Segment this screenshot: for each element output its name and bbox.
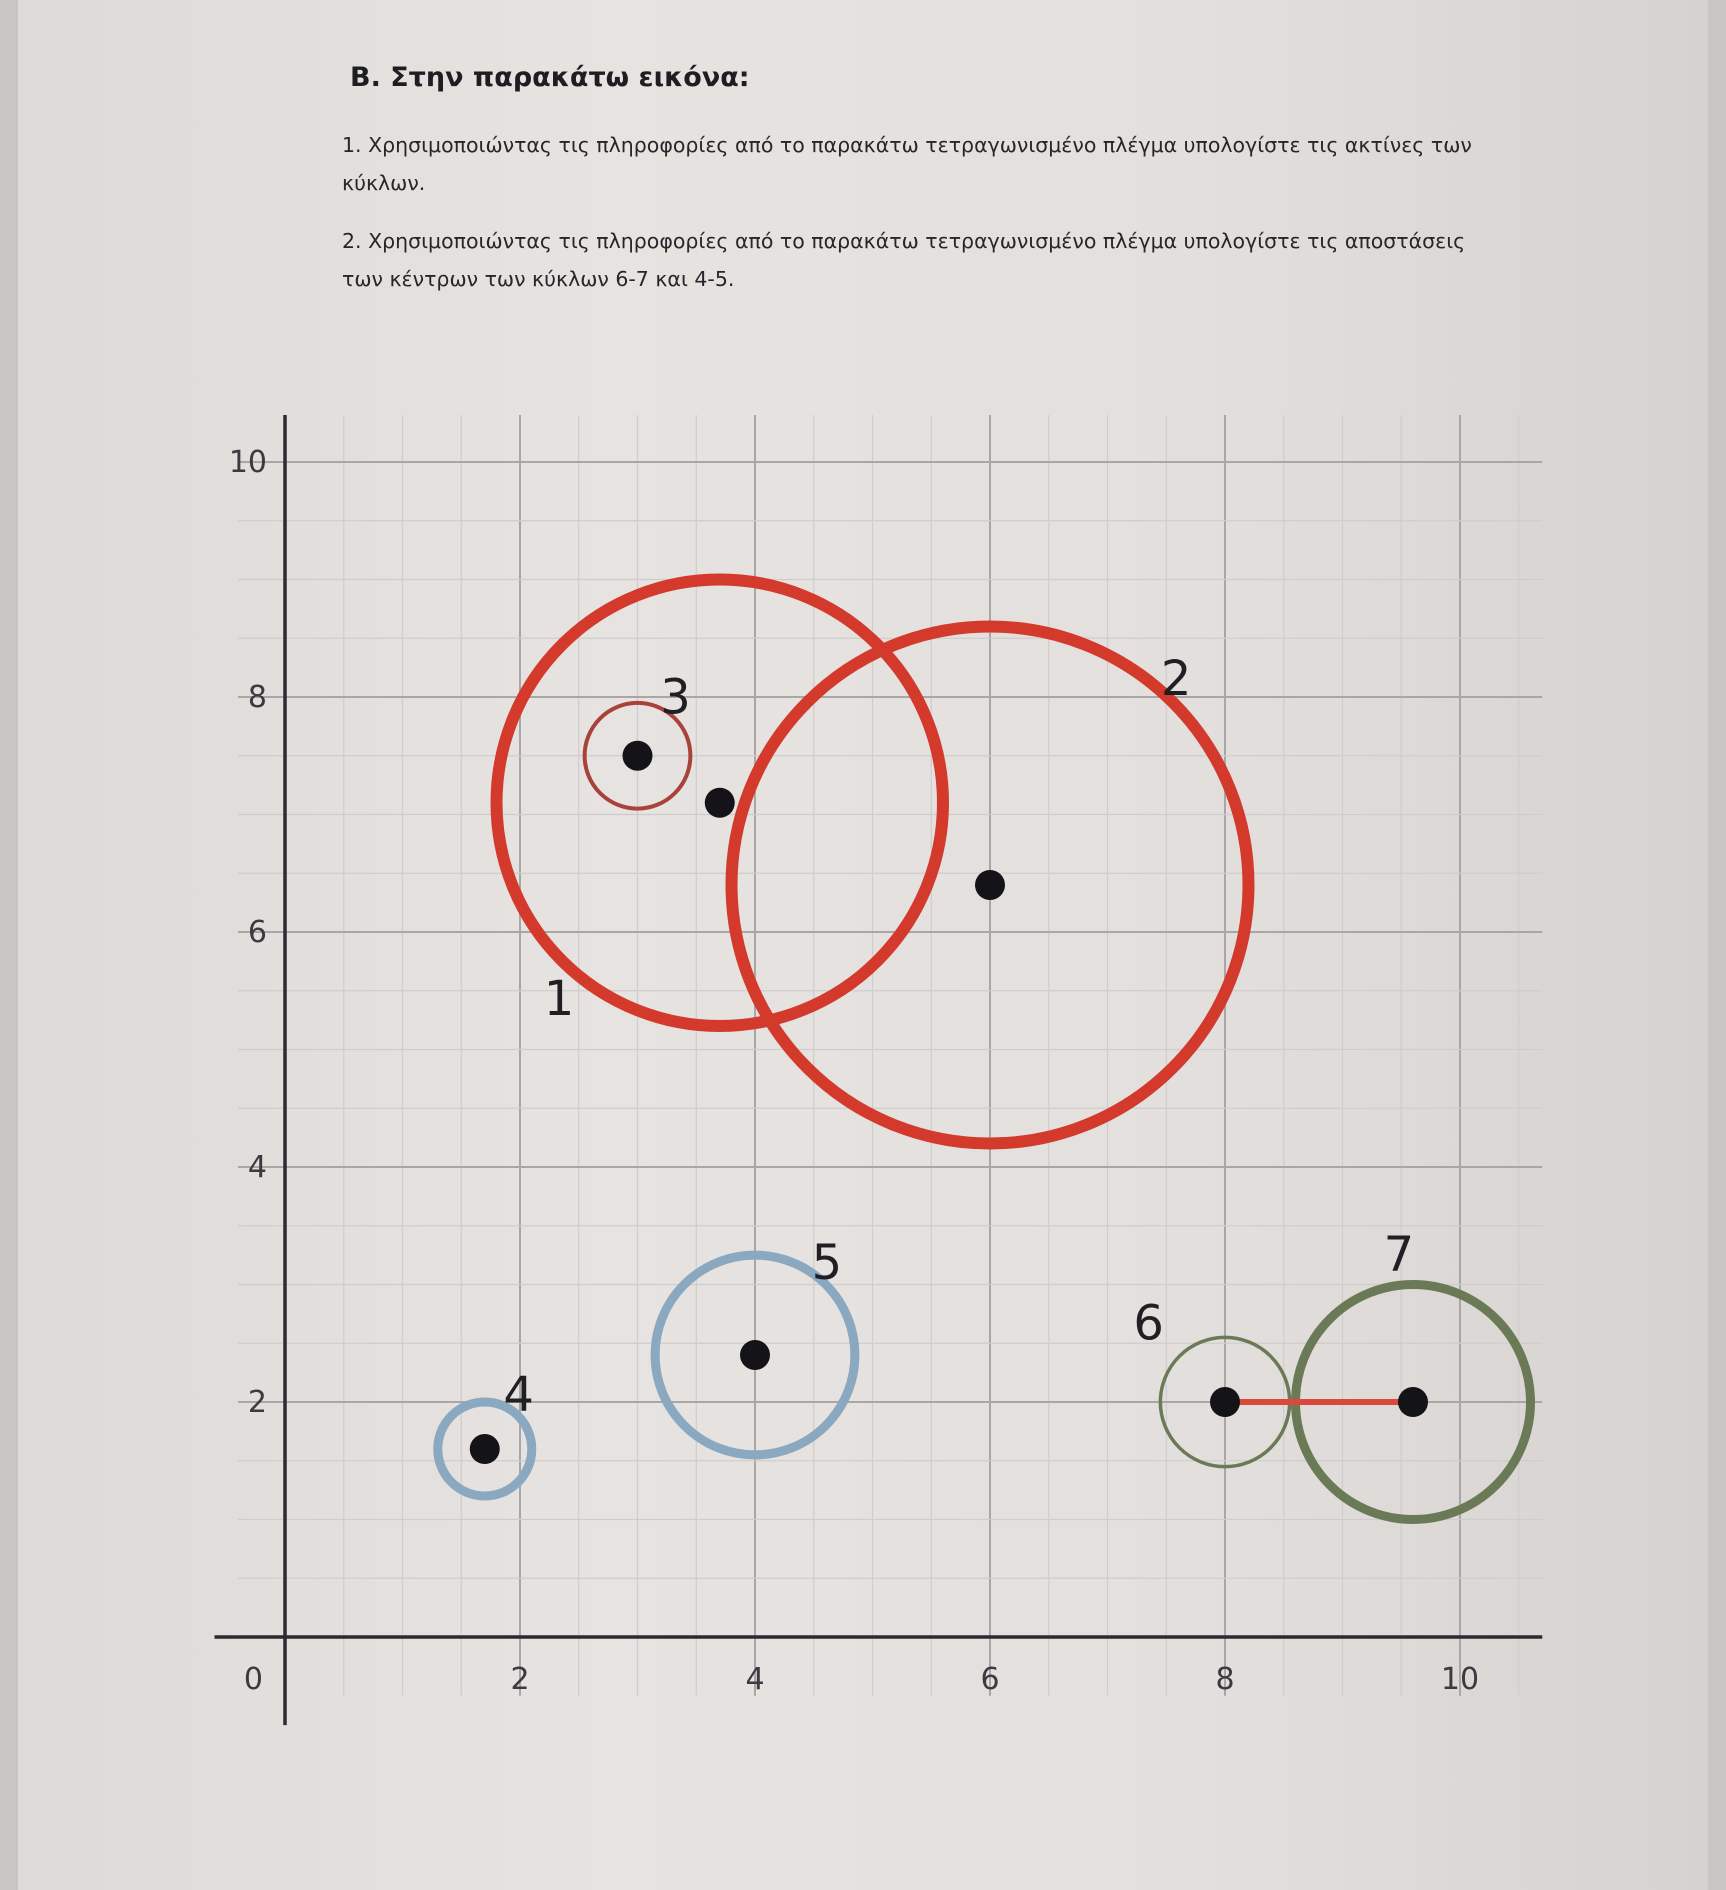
circle-label-6: 6 (1133, 1295, 1164, 1352)
center-point-4 (470, 1434, 500, 1464)
x-tick-label: 4 (745, 1662, 765, 1697)
question-2: 2. Χρησιμοποιώντας τις πληροφορίες από το παρακάτω τετραγωνισμένο πλέγμα υπολογίστε τις αποστάσεις των κέντρων των κύκλων 6-7 και 4-5. (342, 229, 1466, 291)
origin-label: 0 (243, 1662, 263, 1697)
x-tick-label: 10 (1440, 1662, 1480, 1697)
circle-label-3: 3 (660, 669, 691, 726)
x-tick-label: 2 (510, 1662, 530, 1697)
y-tick-label: 8 (247, 680, 267, 715)
center-point-7 (1398, 1387, 1428, 1417)
y-tick-label: 6 (247, 915, 267, 950)
center-point-5 (740, 1340, 770, 1370)
question-1: 1. Χρησιμοποιώντας τις πληροφορίες από το παρακάτω τετραγωνισμένο πλέγμα υπολογίστε τις ακτίνες των κύκλων. (342, 133, 1472, 195)
circle-label-5: 5 (811, 1235, 843, 1292)
circle-label-1: 1 (543, 970, 575, 1027)
x-tick-label: 6 (980, 1662, 1000, 1697)
center-point-1 (705, 788, 735, 818)
center-point-3 (623, 741, 653, 771)
tick-labels (229, 445, 1479, 1697)
circle-label-4: 4 (503, 1367, 534, 1424)
center-point-6 (1210, 1387, 1240, 1417)
x-tick-label: 8 (1215, 1662, 1235, 1697)
circle-label-7: 7 (1383, 1226, 1415, 1283)
y-tick-label: 4 (247, 1150, 267, 1185)
section-heading: Β. Στην παρακάτω εικόνα: (350, 62, 750, 93)
y-tick-label: 10 (228, 445, 267, 480)
circle-label-2: 2 (1160, 650, 1192, 707)
center-point-2 (975, 870, 1005, 900)
y-tick-label: 2 (247, 1385, 267, 1420)
